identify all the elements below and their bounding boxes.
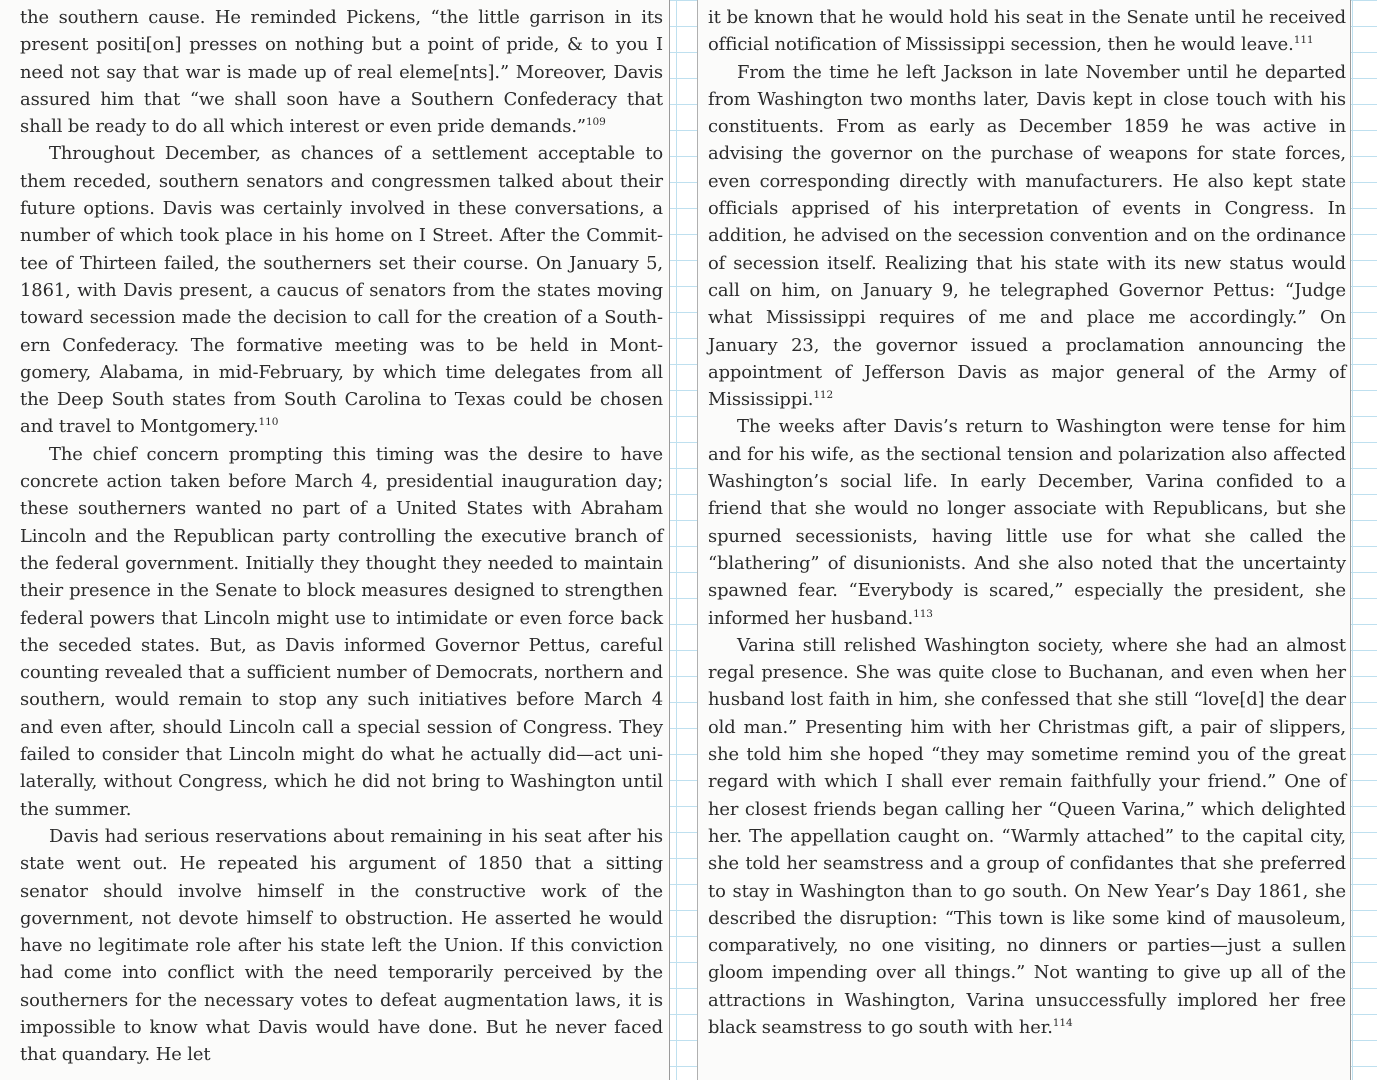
paragraph-text: The weeks after Davis’s return to Washington were tense for him and for his wife, as the sectional tension and polarization also affected Washington’s social life. In early December, Varina confided to a friend that she would no longer associate with Republicans, but she spurned secessionists, having little use for what she called the “blathering” of disunionists. And she also noted that the uncertainty spawned fear. “Everybody is scared,” especially the president, she informed her husband. [708, 416, 1346, 629]
right-page-clipping [697, 0, 1351, 1080]
footnote-marker: 109 [585, 116, 606, 129]
paragraph [708, 632, 1346, 1041]
paragraph [20, 140, 663, 440]
paragraph-text: Throughout December, as chances of a settlement acceptable to them receded, southern senators and congressmen talked about their future options. Davis was certainly involved in these conversations, a number of which took place in his home on I Street. After the Committee of Thirteen failed, the southerners set their course. On January 5, 1861, with Davis present, a caucus of senators from the states moving toward secession made the decision to call for the creation of a Southern Confederacy. The formative meeting was to be held in Montgomery, Alabama, in mid-February, by which time delegates from all the Deep South states from South Carolina to Texas could be chosen and travel to Montgomery. [20, 143, 663, 438]
paragraph [708, 4, 1346, 59]
paragraph [20, 823, 663, 1069]
right-text-column [708, 4, 1346, 1041]
footnote-marker: 110 [258, 416, 279, 429]
paragraph [708, 413, 1346, 631]
footnote-marker: 111 [1293, 34, 1314, 47]
paragraph [20, 441, 663, 823]
paragraph [20, 4, 663, 140]
footnote-marker: 114 [1052, 1016, 1073, 1029]
paragraph-text: it be known that he would hold his seat in the Senate until he received official notification of Mississippi secession, then he would leave. [708, 7, 1346, 56]
footnote-marker: 113 [913, 607, 933, 620]
left-text-column [20, 4, 663, 1069]
paragraph-text: From the time he left Jackson in late November until he departed from Washington two months later, Davis kept in close touch with his constituents. From as early as December 1859 he was active in advising the governor on the purchase of weapons for state forces, even corresponding directly with manufacturers. He also kept state officials apprised of his interpretation of events in Congress. In addition, he advised on the secession convention and on the ordinance of secession itself. Realizing that his state with its new status would call on him, on January 9, he telegraphed Governor Pettus: “Judge what Mississippi requires of me and place me accordingly.” On January 23, the governor issued a proclamation announcing the appointment of Jefferson Davis as major general of the Army of Mississippi. [708, 61, 1346, 411]
paragraph [708, 59, 1346, 414]
paragraph-text: The chief concern prompting this timing was the desire to have concrete action taken before March 4, presidential inauguration day; these southerners wanted no part of a United States with Abraham Lincoln and the Republican party controlling the executive branch of the federal government. Initially they thought they needed to maintain their presence in the Senate to block measures designed to strengthen federal powers that Lincoln might use to intimidate or even force back the seceded states. But, as Davis informed Governor Pettus, careful counting revealed that a sufficient number of Democrats, northern and southern, would remain to stop any such initiatives before March 4 and even after, should Lincoln call a special session of Congress. They failed to consider that Lincoln might do what he actually did—act unilaterally, without Congress, which he did not bring to Washington until the summer. [20, 443, 663, 820]
left-page-clipping [0, 0, 670, 1080]
paragraph-text: Varina still relished Washington society, where she had an almost regal presence. She was quite close to Buchanan, and even when her husband lost faith in him, she confessed that she still “love[d] the dear old man.” Presenting him with her Christmas gift, a pair of slippers, she told him she hoped “they may sometime remind you of the great regard with which I shall ever remain faithfully your friend.” One of her closest friends began calling her “Queen Varina,” which delighted her. The appellation caught on. “Warmly attached” to the capital city, she told her seamstress and a group of confidantes that she preferred to stay in Washington than to go south. On New Year’s Day 1861, she described the disruption: “This town is like some kind of mausoleum, comparatively, no one visiting, no dinners or parties—just a sullen gloom impending over all things.” Not wanting to give up all of the attractions in Washington, Varina unsuccessfully implored her free black seamstress to go south with her. [708, 634, 1346, 1038]
paragraph-text: the southern cause. He reminded Pickens, “the little garrison in its present positi[on] presses on nothing but a point of pride, & to you I need not say that war is made up of real eleme[nts].” Moreover, Davis assured him that “we shall soon have a Southern Confederacy that shall be ready to do all which interest or even pride demands.” [20, 7, 663, 138]
footnote-marker: 112 [813, 389, 834, 402]
paragraph-text: Davis had serious reservations about remaining in his seat after his state went out. He repeated his argument of 1850 that a sitting senator should involve himself in the constructive work of the government, not devote himself to obstruction. He asserted he would have no legitimate role after his state left the Union. If this conviction had come into conflict with the need temporarily perceived by the southerners for the necessary votes to defeat augmentation laws, it is impossible to know what Davis would have done. But he never faced that quandary. He let [20, 825, 663, 1066]
